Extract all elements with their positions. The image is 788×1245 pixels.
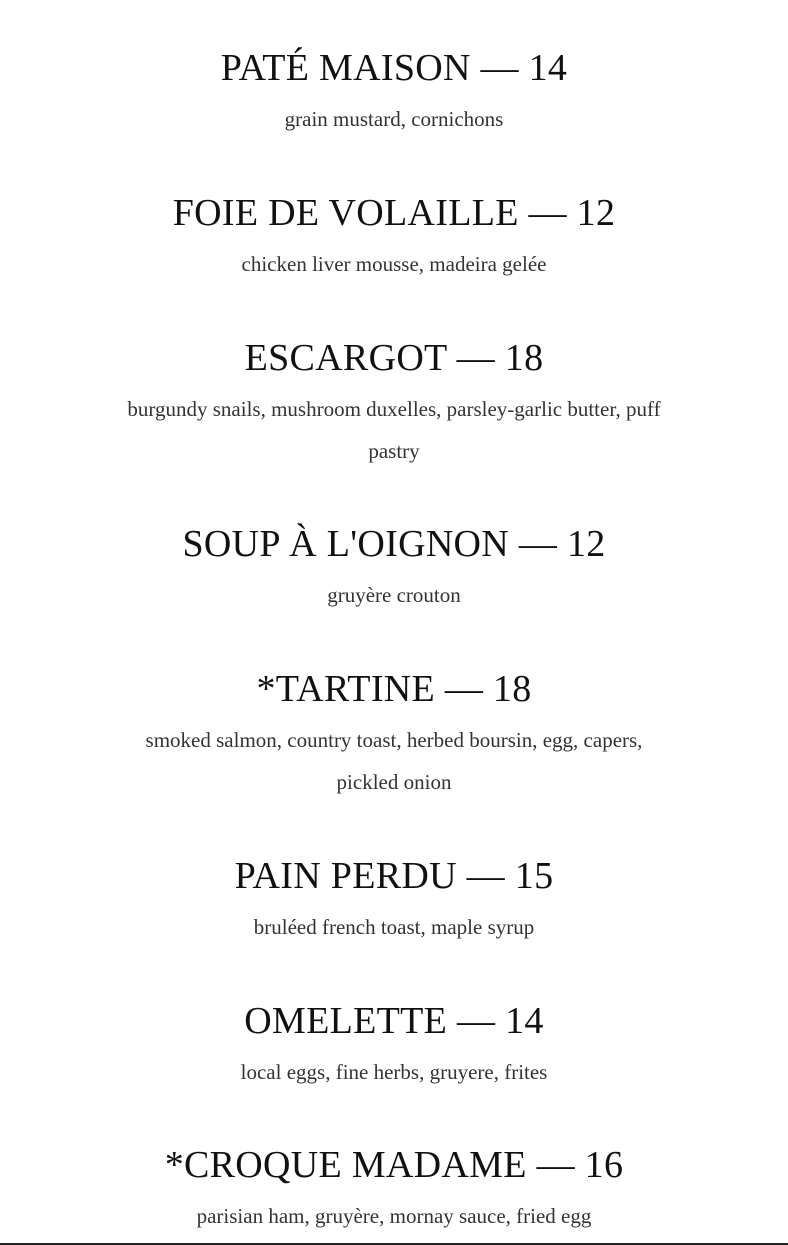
- menu-item: [0, 999, 788, 1093]
- menu-item-description: chicken liver mousse, madeira gelée: [241, 252, 547, 276]
- menu-item-description: burgundy snails, mushroom duxelles, parsley-garlic butter, puff pastry: [127, 397, 661, 463]
- menu-item-title: OMELETTE — 14: [244, 1000, 544, 1042]
- menu-item-title: *CROQUE MADAME — 16: [164, 1144, 624, 1186]
- menu-item-title: *TARTINE — 18: [256, 668, 532, 710]
- menu-item-description: smoked salmon, country toast, herbed boursin, egg, capers, pickled onion: [145, 728, 643, 794]
- menu-item-description: grain mustard, cornichons: [284, 107, 504, 131]
- menu-item: [0, 522, 788, 616]
- menu-item-title: PAIN PERDU — 15: [234, 855, 554, 897]
- menu-item-title: SOUP À L'OIGNON — 12: [182, 523, 606, 565]
- menu-item-title: PATÉ MAISON — 14: [220, 47, 568, 89]
- menu-item-description: local eggs, fine herbs, gruyere, frites: [240, 1060, 548, 1084]
- menu-item-description: gruyère crouton: [327, 583, 461, 607]
- menu-item: [0, 1143, 788, 1237]
- menu-item-description: bruléed french toast, maple syrup: [253, 915, 535, 939]
- menu-item: [0, 46, 788, 140]
- menu-item: [0, 854, 788, 948]
- menu-item-description: parisian ham, gruyère, mornay sauce, fried egg: [196, 1204, 592, 1228]
- menu-item: [0, 667, 788, 803]
- menu-item-title: FOIE DE VOLAILLE — 12: [172, 192, 616, 234]
- menu-item-title: ESCARGOT — 18: [244, 337, 544, 379]
- menu-item: [0, 336, 788, 472]
- menu-item: [0, 191, 788, 285]
